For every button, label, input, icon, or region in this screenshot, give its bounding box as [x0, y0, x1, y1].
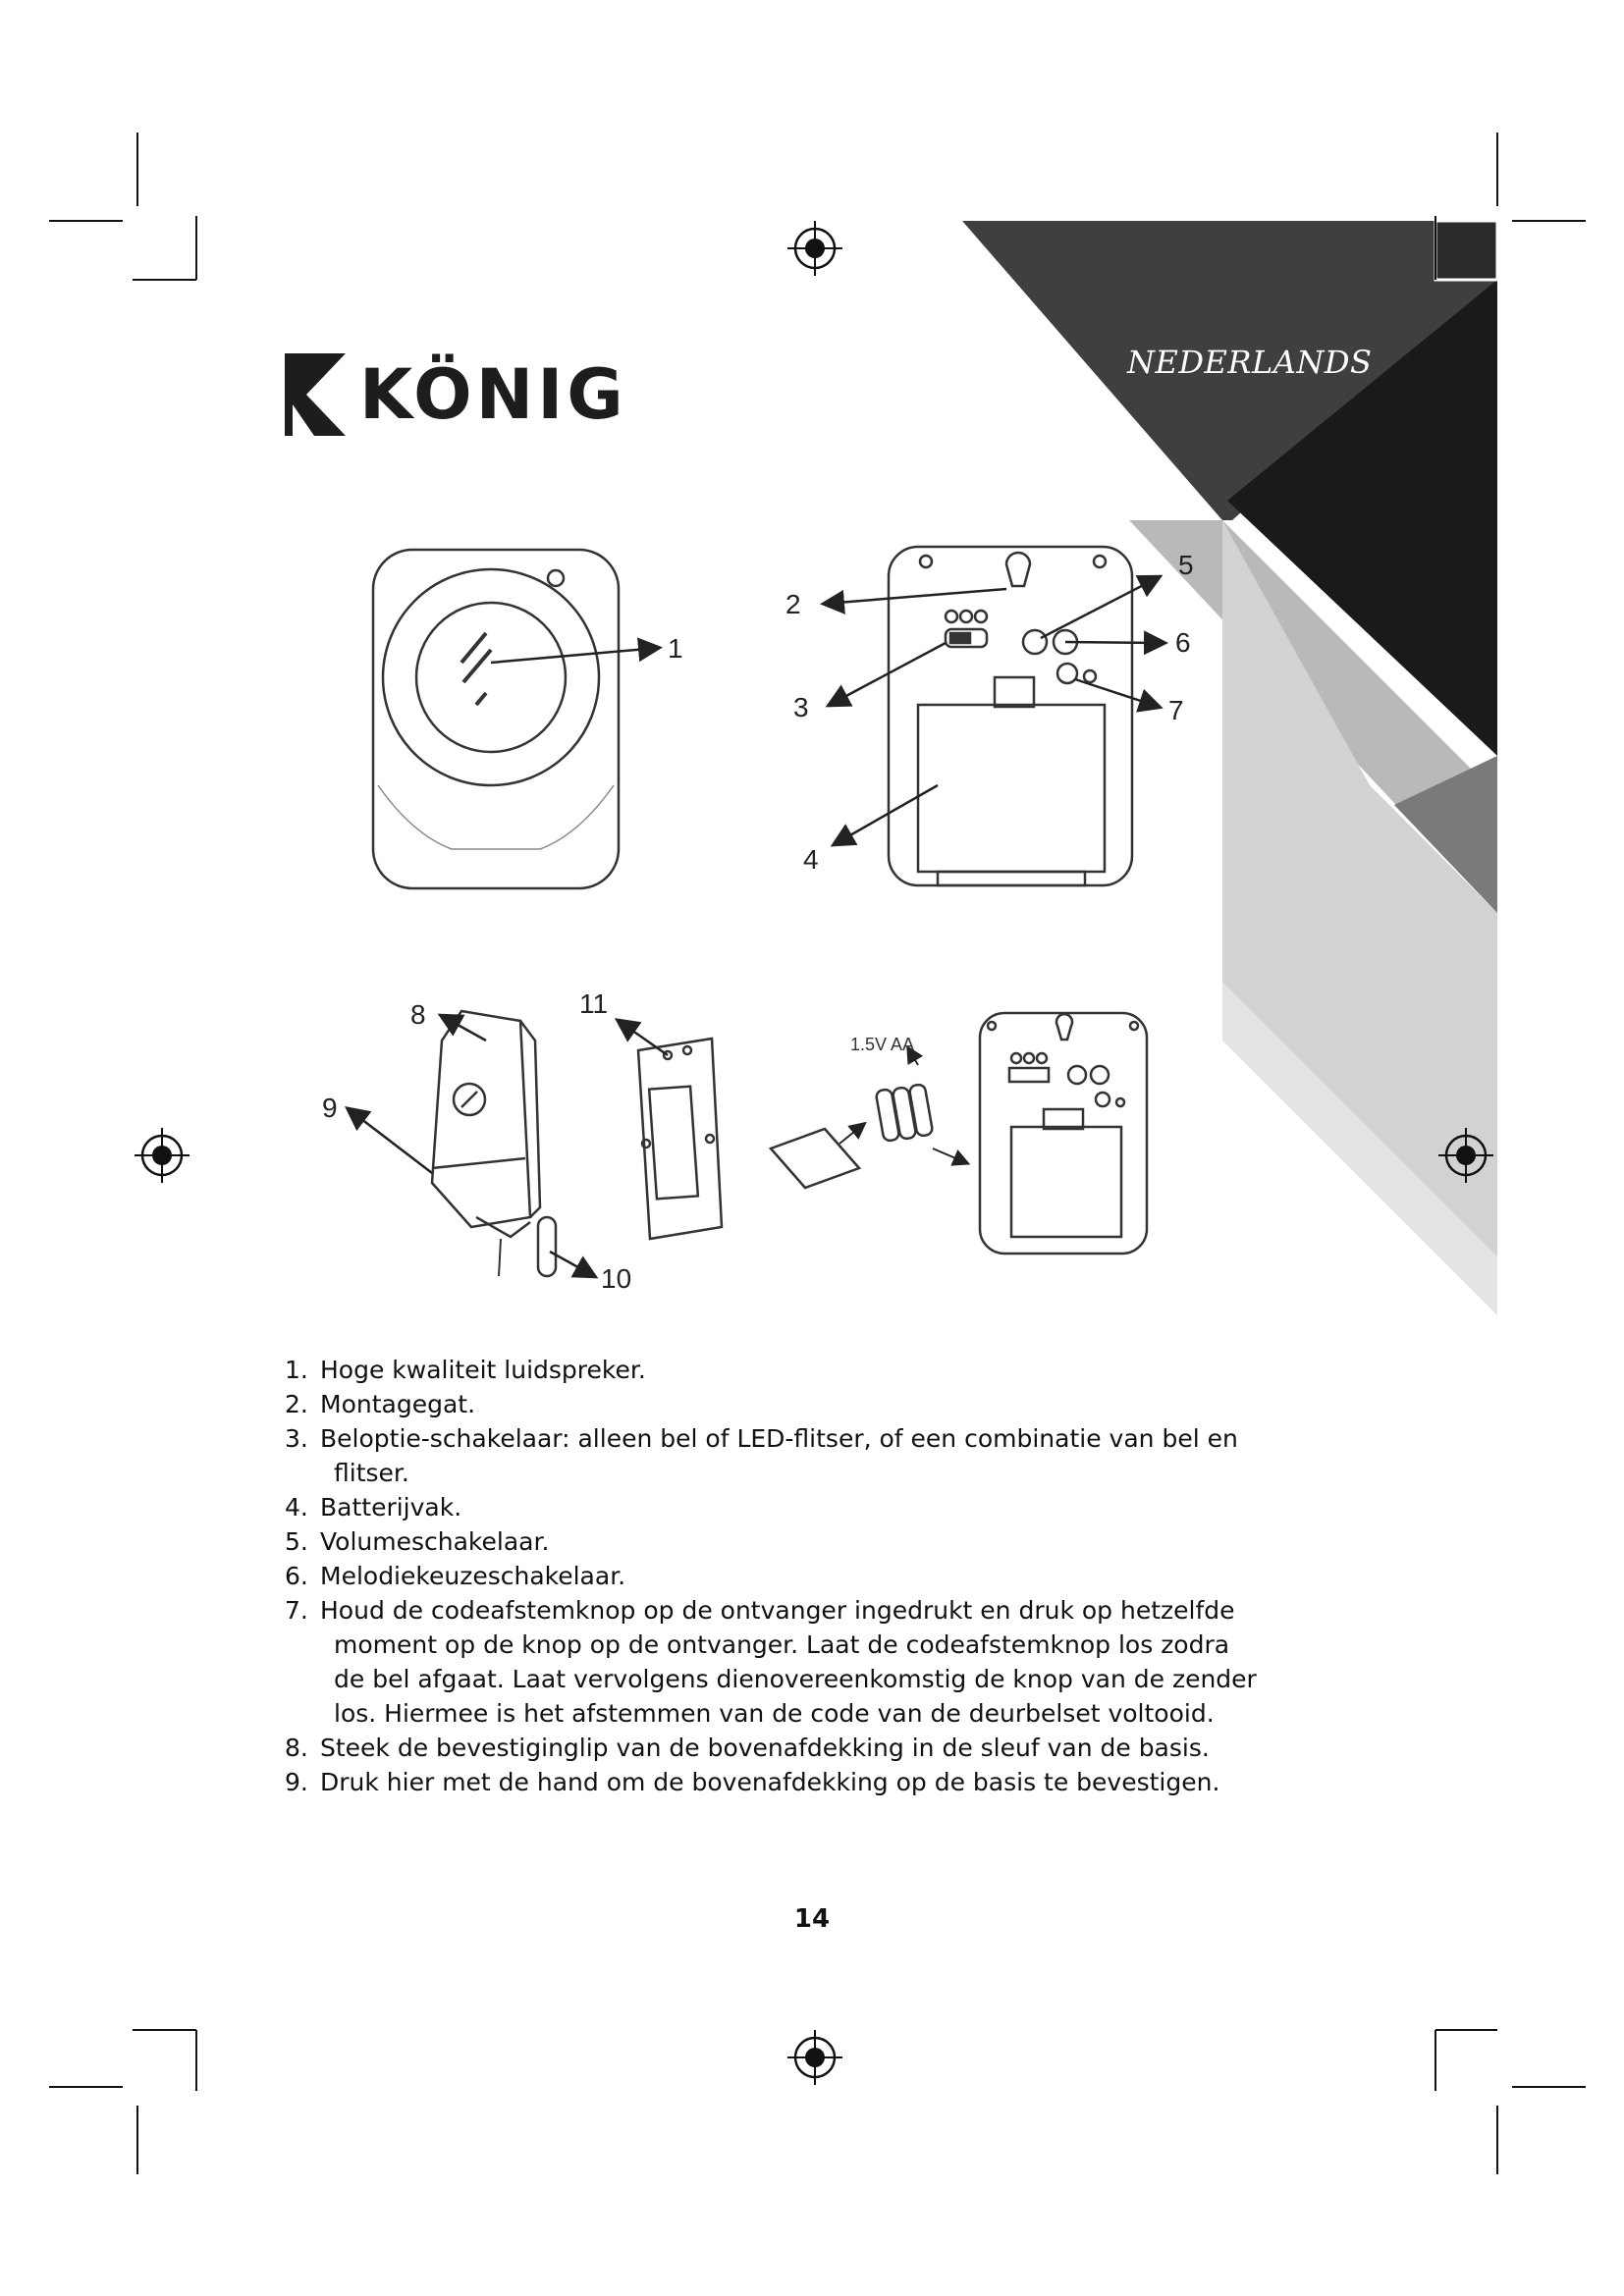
list-item: 5. Volumeschakelaar. [285, 1527, 550, 1556]
battery-install-figure [771, 1013, 1147, 1254]
callout-4: 4 [803, 844, 819, 875]
brand-wordmark: KÖNIG [359, 354, 627, 435]
receiver-front-figure [373, 550, 658, 888]
list-item: 2. Montagegat. [285, 1390, 476, 1418]
list-item: 3. Beloptie-schakelaar: alleen bel of LED-flitser, of een combinatie van bel en flitser. [285, 1424, 1238, 1487]
list-item: 6. Melodiekeuzeschakelaar. [285, 1562, 626, 1590]
page-number: 14 [793, 1904, 831, 1934]
callout-9: 9 [322, 1093, 338, 1123]
callout-1: 1 [668, 633, 683, 664]
callout-8: 8 [410, 999, 426, 1030]
transmitter-base-figure [619, 1021, 722, 1239]
callout-3: 3 [793, 692, 809, 722]
language-label: NEDERLANDS [1127, 344, 1373, 381]
callout-10: 10 [601, 1263, 632, 1294]
callout-7: 7 [1168, 695, 1184, 725]
parts-list [285, 1353, 1267, 1799]
callout-5: 5 [1178, 550, 1194, 580]
callout-2: 2 [785, 589, 801, 619]
list-item: 4. Batterijvak. [285, 1493, 462, 1522]
receiver-back-figure [825, 547, 1164, 885]
list-item: 7. Houd de codeafstemknop op de ontvanger ingedrukt en druk op hetzelfde moment op de knop op de ontvanger. Laat de codeafstemknop los zodra de bel afgaat. Laat vervolgens dienovereenkomstig de knop van de zender los. Hiermee is het afstemmen van de code van de deurbelset voltooid. [285, 1596, 1257, 1728]
list-item: 1. Hoge kwaliteit luidspreker. [285, 1356, 646, 1384]
transmitter-figure [349, 1011, 594, 1276]
battery-label: 1.5V AA [850, 1035, 915, 1054]
list-item: 8. Steek de bevestiginglip van de bovenafdekking in de sleuf van de basis. [285, 1734, 1210, 1762]
callout-11: 11 [579, 988, 609, 1019]
list-item: 9. Druk hier met de hand om de bovenafdekking op de basis te bevestigen. [285, 1768, 1220, 1796]
callout-6: 6 [1175, 627, 1191, 658]
